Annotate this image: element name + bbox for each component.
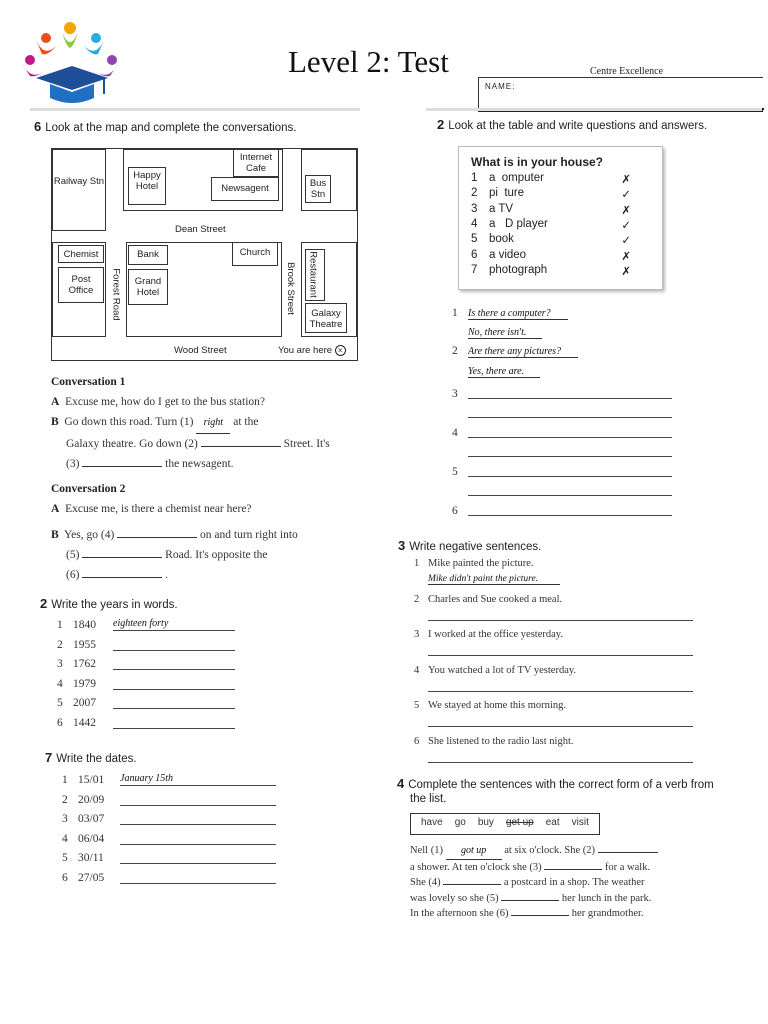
year-number: 2 [57, 638, 63, 651]
ex3-number: 3 [398, 538, 406, 553]
map-internet [233, 149, 279, 177]
qa-blank-row [452, 388, 468, 400]
negative-sentence: Mike painted the picture. [428, 558, 534, 569]
ex4-heading [397, 777, 714, 806]
year-number: 3 [57, 658, 63, 671]
house-row-number: 2 [471, 187, 478, 200]
ex4-l3-post: a postcard in a shop. The weather [503, 877, 645, 888]
date-value: 03/07 [78, 813, 105, 826]
negative-row [414, 665, 576, 676]
negative-sentence: She listened to the radio last night. [428, 735, 574, 747]
map [51, 148, 358, 361]
qa-blank-row [452, 466, 468, 478]
negative-row [414, 629, 563, 640]
qa-blank-number: 4 [452, 427, 458, 439]
conv1-b2-post: Street. It's [283, 438, 330, 450]
qa-blank-number: 6 [452, 505, 458, 517]
ex4-l5-post: her grandmother. [571, 908, 644, 919]
question-line[interactable] [468, 437, 672, 438]
ex4-blank3[interactable] [544, 869, 602, 870]
year-row [57, 618, 235, 631]
house-row-number: 6 [471, 248, 478, 261]
date-value: 27/05 [78, 872, 105, 884]
q2 [452, 345, 578, 358]
ex4-heading-line2: the list. [410, 793, 447, 805]
date-row [62, 851, 276, 864]
map-railway [52, 149, 106, 231]
house-row-item: book [489, 233, 514, 246]
here-marker-icon: × [335, 345, 346, 356]
verb-buy: buy [477, 817, 494, 828]
ex3-heading-text: Write negative sentences. [409, 541, 542, 553]
year-answer[interactable] [113, 657, 235, 670]
conv2-b3-post: . [165, 569, 169, 581]
map-internet-label: Internet Cafe [239, 152, 273, 174]
conv1-b3-post: the newsagent. [165, 458, 234, 470]
negative-answer-line[interactable] [428, 691, 693, 692]
verb-go: go [454, 817, 466, 828]
ex2-years-heading-text: Write the years in words. [51, 599, 178, 611]
conv1-b2-pre: Galaxy theatre. Go down (2) [66, 438, 198, 450]
conv2-b2-pre: (5) [66, 549, 80, 561]
qa-blank-number: 3 [452, 388, 458, 400]
date-answer[interactable] [120, 812, 276, 825]
negative-answer-line[interactable] [428, 762, 693, 763]
check-icon: ✓ [621, 189, 631, 202]
ex4-text [410, 843, 710, 922]
ex3-heading [398, 538, 541, 553]
conv1-b3-pre: (3) [66, 458, 80, 470]
map-bus-label: Bus Stn [309, 178, 327, 200]
map-wood-street: Wood Street [174, 345, 227, 356]
negative-number: 1 [414, 558, 420, 569]
negative-row [414, 594, 562, 605]
ex4-line1 [410, 843, 710, 860]
house-row-number: 4 [471, 217, 478, 230]
map-post-label: Post Office [68, 274, 94, 296]
verb-get-up: get up [505, 817, 534, 828]
negative-number: 4 [414, 664, 420, 676]
ex7-heading-text: Write the dates. [56, 753, 137, 765]
logo [18, 18, 122, 110]
negative-number: 3 [414, 629, 420, 640]
year-number: 1 [57, 619, 63, 631]
house-row-number: 1 [471, 172, 478, 184]
verb-eat: eat [545, 817, 560, 828]
date-answer[interactable] [120, 851, 276, 864]
house-row [471, 264, 631, 276]
conv1-a [51, 392, 361, 412]
date-number: 2 [62, 793, 68, 806]
map-happy-label: Happy Hotel [133, 170, 161, 192]
year-value: 1979 [73, 677, 96, 690]
answer-line[interactable] [468, 417, 672, 418]
year-value: 1840 [73, 619, 96, 631]
ex4-l1-pre: Nell (1) [410, 845, 443, 856]
date-number: 6 [62, 872, 68, 884]
cross-icon: ✗ [621, 250, 631, 263]
date-value: 30/11 [78, 852, 104, 865]
date-number: 4 [62, 832, 68, 845]
map-church [232, 242, 278, 266]
cross-icon: ✗ [621, 174, 631, 186]
house-row [471, 233, 631, 248]
ex4-line5 [410, 906, 710, 922]
ex7-heading [45, 750, 137, 765]
date-answer[interactable]: January 15th [120, 773, 276, 786]
year-answer[interactable] [113, 696, 235, 709]
date-answer[interactable] [120, 832, 276, 845]
qa-blank-row [452, 427, 468, 439]
year-number: 4 [57, 677, 63, 690]
conv2-title: Conversation 2 [51, 483, 126, 495]
ex4-l4-post: her lunch in the park. [561, 892, 652, 904]
year-row [57, 638, 235, 651]
answer-line[interactable] [468, 456, 672, 457]
house-row [471, 172, 631, 184]
ex4-l4-pre: was lovely so she (5) [410, 892, 499, 904]
map-galaxy-label: Galaxy Theatre [309, 308, 343, 330]
conv2-b1 [51, 525, 361, 545]
negative-sentence: Charles and Sue cooked a meal. [428, 593, 563, 605]
question-line[interactable] [468, 515, 672, 516]
ex4-blank4[interactable] [443, 884, 501, 885]
conv1-a-text: Excuse me, how do I get to the bus station? [65, 396, 265, 408]
house-row-number: 5 [471, 233, 478, 246]
ex4-l2-pre: a shower. At ten o'clock she (3) [410, 861, 542, 873]
map-you-are-here-label: You are here [278, 345, 333, 356]
centre-name: Centre Excellence [590, 66, 664, 77]
house-table [458, 146, 663, 290]
ex6-number: 6 [34, 119, 42, 134]
ex4-line3 [410, 875, 710, 891]
map-newsagent-label: Newsagent [221, 183, 269, 194]
conv2-b1-post: on and turn right into [200, 529, 298, 541]
verb-have: have [421, 817, 443, 828]
conv2-b3-pre: (6) [66, 569, 80, 581]
q1 [452, 307, 568, 320]
question-line[interactable] [468, 476, 672, 477]
conv2-blank6[interactable] [82, 577, 162, 578]
house-row-item: photograph [489, 263, 548, 276]
check-icon: ✓ [621, 235, 631, 248]
house-row-number: 3 [471, 202, 478, 215]
date-row [62, 773, 276, 786]
ex4-number: 4 [397, 776, 405, 791]
ex4-blank1[interactable]: got up [446, 843, 502, 860]
year-value: 2007 [73, 697, 96, 710]
conv1 [51, 392, 361, 474]
map-railway-label: Railway Stn [53, 176, 105, 187]
year-answer[interactable]: eighteen forty [113, 618, 235, 631]
ex6-heading-text: Look at the map and complete the conversations. [45, 122, 297, 134]
ex4-heading-line1: Complete the sentences with the correct form of a verb from [408, 779, 714, 791]
year-row [57, 677, 235, 690]
year-value: 1955 [73, 638, 96, 651]
map-galaxy [305, 303, 347, 333]
date-row [62, 871, 276, 884]
conv2-a-text: Excuse me, is there a chemist near here? [65, 503, 252, 515]
house-row [471, 187, 631, 202]
negative-row [414, 558, 534, 569]
ex4-l2-post: for a walk. [604, 861, 651, 873]
conv1-b2 [51, 434, 361, 454]
a2-text[interactable]: Yes, there are. [468, 366, 540, 378]
answer-line[interactable] [468, 495, 672, 496]
map-church-label: Church [239, 247, 271, 258]
date-answer[interactable] [120, 871, 276, 884]
conv1-b-label: B [51, 416, 59, 428]
ex4-l5-pre: In the afternoon she (6) [410, 908, 509, 919]
date-value: 20/09 [78, 793, 105, 806]
conv2-a [51, 499, 361, 519]
conv1-b3 [51, 454, 361, 474]
map-chemist-label: Chemist [63, 249, 99, 260]
a1-text[interactable]: No, there isn't. [468, 327, 542, 339]
negative-sentence: You watched a lot of TV yesterday. [428, 664, 577, 676]
date-value: 06/04 [78, 832, 105, 845]
map-post [58, 267, 104, 303]
conv1-b1-pre: Go down this road. Turn (1) [64, 416, 194, 428]
q1-text[interactable]: Is there a computer? [468, 308, 568, 320]
top-rule-right [426, 108, 762, 111]
conv1-b1-post: at the [233, 416, 259, 428]
conv2-b3 [51, 565, 361, 585]
ex4-l1-mid: at six o'clock. She (2) [504, 845, 596, 856]
map-bus-inner [305, 175, 331, 203]
date-row [62, 812, 276, 825]
conv1-blank2[interactable] [201, 446, 281, 447]
q1-number: 1 [452, 307, 458, 319]
year-row [57, 657, 235, 670]
date-number: 3 [62, 813, 68, 826]
ex6-heading [34, 119, 296, 134]
ex4-blank5[interactable] [501, 900, 559, 901]
conv2-b2 [51, 545, 361, 565]
map-chemist [58, 245, 104, 263]
a1 [468, 326, 542, 339]
negative-row [414, 700, 566, 711]
ex2-table-heading-text: Look at the table and write questions and answers. [448, 120, 708, 132]
negative-number: 5 [414, 700, 420, 711]
conv1-title: Conversation 1 [51, 376, 126, 388]
ex4-l3-pre: She (4) [410, 877, 441, 888]
house-row [471, 218, 631, 230]
negative-answer-line[interactable] [428, 655, 693, 656]
name-box [478, 77, 763, 112]
ex2-table-number: 2 [437, 117, 445, 132]
page-title: Level 2: Test [288, 44, 449, 79]
house-row [471, 203, 631, 215]
year-answer[interactable] [113, 677, 235, 690]
ex2-table-heading [437, 117, 707, 132]
year-value: 1442 [73, 717, 96, 729]
house-table-title: What is in your house? [471, 155, 604, 169]
negative-answer-line[interactable] [428, 726, 693, 727]
date-number: 5 [62, 852, 68, 865]
negative-sentence: I worked at the office yesterday. [428, 629, 563, 640]
ex2-years-number: 2 [40, 596, 48, 611]
verb-visit: visit [571, 817, 589, 828]
year-number: 6 [57, 717, 63, 729]
map-grand-label: Grand Hotel [134, 276, 162, 298]
a2 [468, 365, 540, 378]
graduation-logo-icon [18, 18, 122, 110]
ex4-line4 [410, 891, 710, 907]
date-row [62, 793, 276, 806]
year-answer[interactable] [113, 716, 235, 729]
negative-row [414, 736, 574, 747]
conv2-blank5[interactable] [82, 557, 162, 558]
map-restaurant-label: Restaurant [307, 251, 319, 298]
year-number: 5 [57, 697, 63, 710]
negative-answer[interactable]: Mike didn't paint the picture. [428, 574, 560, 585]
map-bank-label: Bank [137, 249, 159, 260]
q2-text[interactable]: Are there any pictures? [468, 346, 578, 358]
map-grand [128, 269, 168, 305]
top-rule-left [30, 108, 360, 111]
map-brook-street: Brook Street [284, 262, 296, 315]
conv2-blank4[interactable] [117, 537, 197, 538]
ex7-number: 7 [45, 750, 53, 765]
map-newsagent [211, 177, 279, 201]
ex4-line2 [410, 860, 710, 876]
conv2 [51, 499, 361, 585]
verb-list [410, 813, 600, 835]
ex4-blank6[interactable] [511, 915, 569, 916]
house-row [471, 249, 631, 261]
map-dean-street: Dean Street [175, 224, 226, 235]
q2-number: 2 [452, 345, 458, 357]
qa-blank-row [452, 505, 468, 517]
map-you-are-here [278, 345, 346, 356]
check-icon: ✓ [621, 219, 631, 232]
conv1-b1 [51, 412, 361, 434]
date-number: 1 [62, 774, 68, 786]
house-row-item: a TV [489, 202, 514, 215]
negative-number: 2 [414, 593, 420, 605]
map-happy [128, 167, 166, 205]
ex2-years-heading [40, 596, 178, 611]
question-line[interactable] [468, 398, 672, 399]
conv1-a-label: A [51, 396, 60, 408]
house-row-item: a D player [489, 217, 548, 230]
date-row [62, 832, 276, 845]
year-answer[interactable] [113, 638, 235, 651]
map-forest-road: Forest Road [110, 268, 122, 321]
house-row-item: pi ture [489, 187, 525, 200]
negative-answer-line[interactable] [428, 620, 693, 621]
conv2-b-label: B [51, 529, 59, 541]
map-bank [128, 245, 168, 265]
house-row-item: a omputer [489, 172, 544, 184]
date-answer[interactable] [120, 793, 276, 806]
negative-number: 6 [414, 735, 420, 747]
conv2-a-label: A [51, 503, 60, 515]
ex4-blank2[interactable] [598, 852, 658, 853]
conv1-blank3[interactable] [82, 466, 162, 467]
negative-sentence: We stayed at home this morning. [428, 700, 566, 711]
conv2-b1-pre: Yes, go (4) [64, 529, 115, 541]
qa-blank-number: 5 [452, 466, 458, 478]
conv1-blank1[interactable]: right [196, 413, 230, 434]
year-row [57, 696, 235, 709]
name-label: NAME: [485, 82, 516, 91]
date-value: 15/01 [78, 774, 105, 786]
house-row-number: 7 [471, 263, 478, 276]
year-value: 1762 [73, 658, 96, 671]
cross-icon: ✗ [621, 204, 631, 217]
year-row [57, 716, 235, 729]
conv2-b2-post: Road. It's opposite the [165, 549, 268, 561]
house-row-item: a video [489, 248, 527, 261]
cross-icon: ✗ [621, 265, 631, 278]
